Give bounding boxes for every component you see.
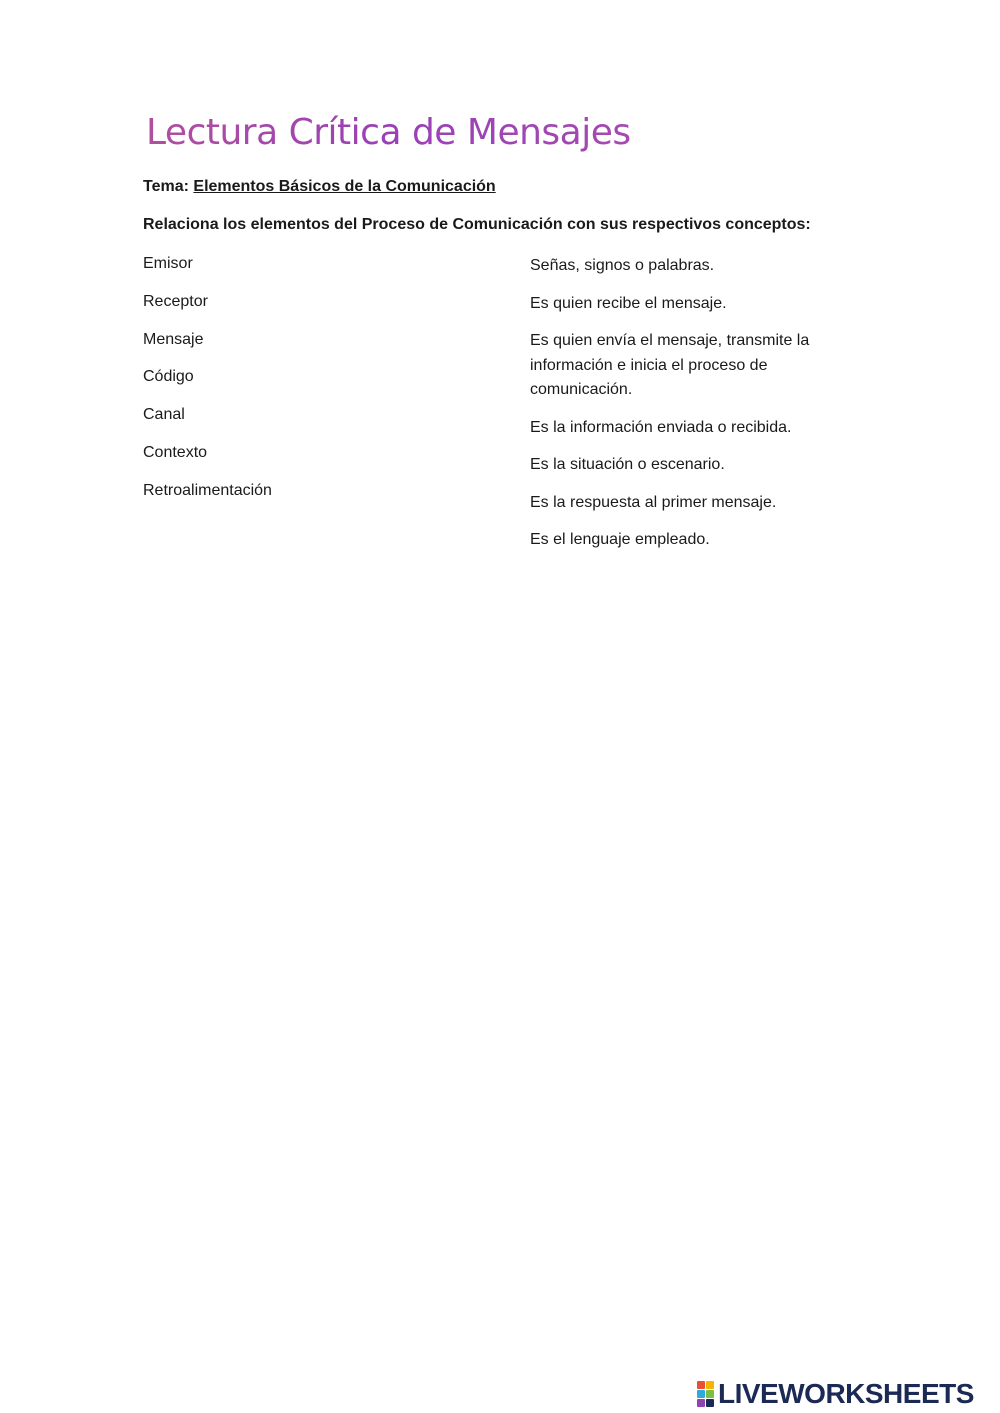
liveworksheets-icon [697, 1381, 714, 1407]
logo-text: LIVEWORKSHEETS [718, 1378, 974, 1409]
term-item[interactable]: Receptor [143, 292, 208, 310]
icon-square [697, 1381, 705, 1389]
icon-square [706, 1399, 714, 1407]
topic-value: Elementos Básicos de la Comunicación [193, 178, 496, 195]
terms-column [143, 254, 483, 519]
icon-square [697, 1399, 705, 1407]
definition-item[interactable]: Es el lenguaje empleado. [530, 531, 710, 548]
term-item[interactable]: Retroalimentación [143, 481, 272, 499]
topic-label: Tema: [143, 178, 189, 195]
icon-square [706, 1390, 714, 1398]
definition-item[interactable]: Es la respuesta al primer mensaje. [530, 493, 777, 511]
definition-item[interactable]: Es quien recibe el mensaje. [530, 294, 727, 312]
term-item[interactable]: Emisor [143, 255, 193, 272]
icon-square [697, 1390, 705, 1398]
icon-square [706, 1381, 714, 1389]
term-item[interactable]: Canal [143, 406, 185, 424]
definition-item[interactable]: Es la información enviada o recibida. [530, 418, 792, 436]
definition-item[interactable]: Es la situación o escenario. [530, 456, 725, 473]
liveworksheets-logo [697, 1378, 974, 1410]
topic-line [143, 178, 496, 196]
definition-item[interactable]: Señas, signos o palabras. [530, 257, 715, 274]
term-item[interactable]: Código [143, 368, 194, 386]
term-item[interactable]: Contexto [143, 443, 208, 461]
instruction-text: Relaciona los elementos del Proceso de Comunicación con sus respectivos conceptos: [143, 216, 811, 233]
page-title: Lectura Crítica de Mensajes [146, 112, 631, 153]
definition-item[interactable]: Es quien envía el mensaje, transmite la información e inicia el proceso de comunicación. [530, 332, 810, 398]
definitions-column [530, 254, 830, 566]
term-item[interactable]: Mensaje [143, 330, 204, 348]
